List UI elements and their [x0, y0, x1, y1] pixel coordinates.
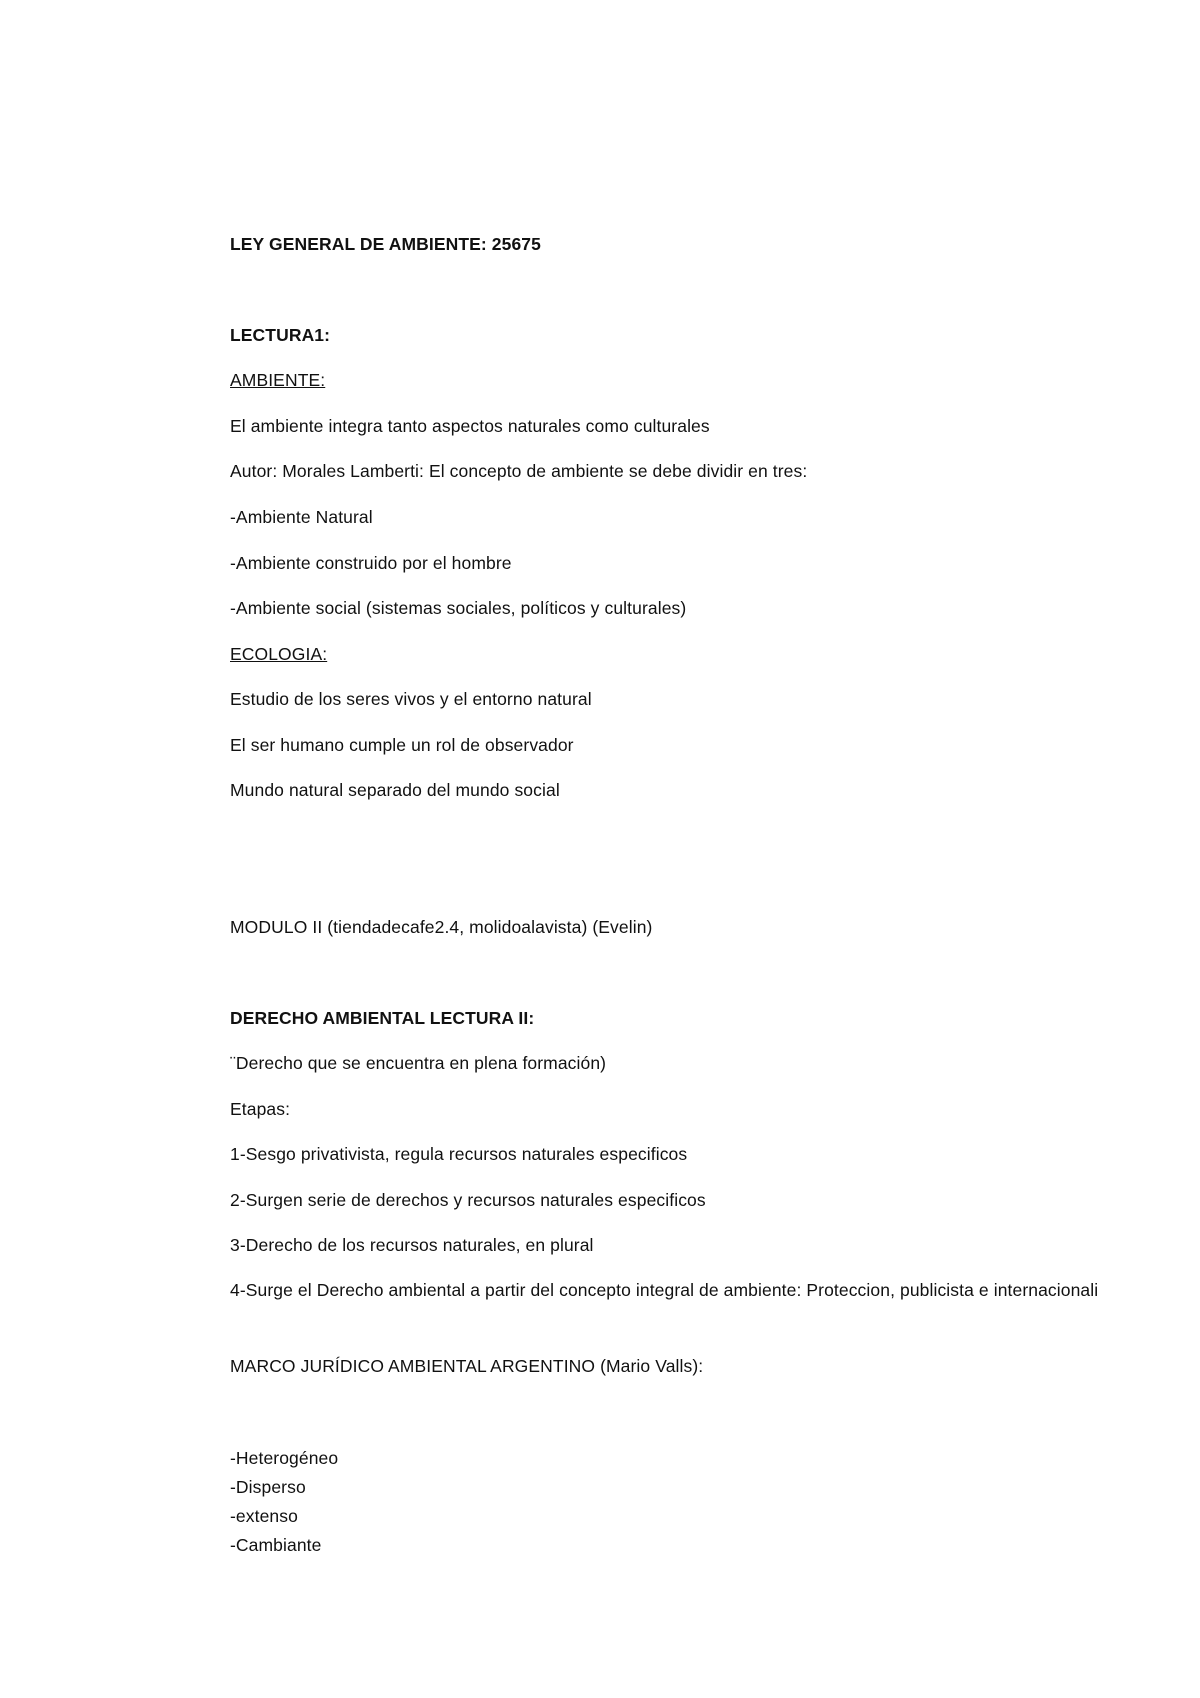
modulo-line: MODULO II (tiendadecafe2.4, molidoalavista) (Evelin)	[230, 917, 653, 937]
document-title: LEY GENERAL DE AMBIENTE: 25675	[230, 234, 541, 254]
derecho-line: ¨Derecho que se encuentra en plena formación)	[230, 1053, 607, 1073]
lectura1-heading: LECTURA1:	[230, 325, 331, 345]
ambiente-line: -Ambiente Natural	[230, 507, 373, 527]
derecho-line: Etapas:	[230, 1099, 291, 1119]
derecho-line: 1-Sesgo privativista, regula recursos naturales especificos	[230, 1144, 688, 1164]
derecho-heading: DERECHO AMBIENTAL LECTURA II:	[230, 1008, 535, 1028]
marco-item: -Cambiante	[230, 1535, 322, 1555]
derecho-line: 2-Surgen serie de derechos y recursos naturales especificos	[230, 1190, 706, 1210]
ambiente-line: -Ambiente social (sistemas sociales, políticos y culturales)	[230, 598, 687, 618]
ecologia-line: Estudio de los seres vivos y el entorno natural	[230, 689, 592, 709]
marco-heading: MARCO JURÍDICO AMBIENTAL ARGENTINO (Mario Valls):	[230, 1356, 704, 1376]
ecologia-heading: ECOLOGIA:	[230, 644, 328, 664]
marco-item: -Disperso	[230, 1477, 306, 1497]
marco-item: -extenso	[230, 1506, 298, 1526]
ambiente-line: -Ambiente construido por el hombre	[230, 553, 512, 573]
ecologia-line: Mundo natural separado del mundo social	[230, 780, 560, 800]
marco-item: -Heterogéneo	[230, 1448, 339, 1468]
ambiente-line: Autor: Morales Lamberti: El concepto de ambiente se debe dividir en tres:	[230, 461, 808, 481]
ambiente-line: El ambiente integra tanto aspectos naturales como culturales	[230, 416, 710, 436]
ecologia-line: El ser humano cumple un rol de observador	[230, 735, 574, 755]
derecho-line: 3-Derecho de los recursos naturales, en plural	[230, 1235, 594, 1255]
derecho-line: 4-Surge el Derecho ambiental a partir del concepto integral de ambiente: Proteccion, publicista e internacionali	[230, 1280, 1099, 1300]
ambiente-heading: AMBIENTE:	[230, 370, 326, 390]
